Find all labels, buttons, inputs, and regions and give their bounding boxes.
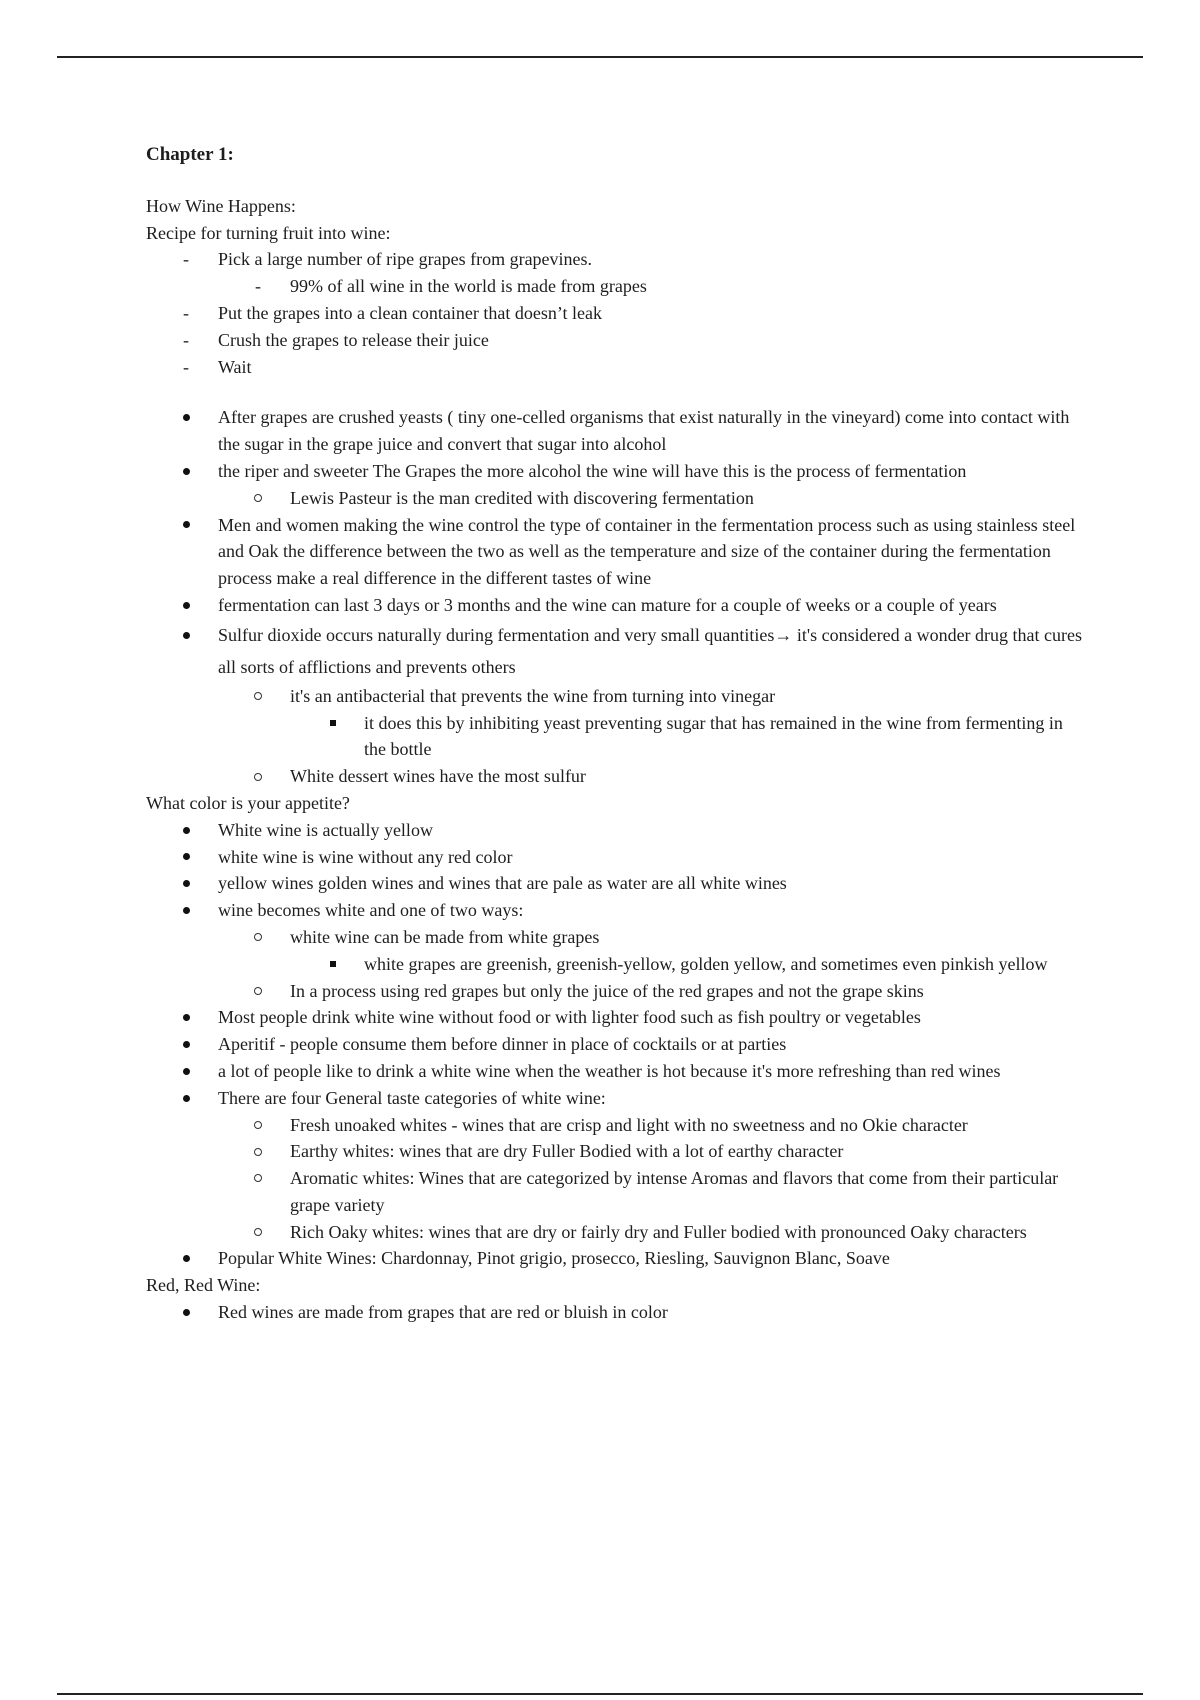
bullet-icon [179,1085,193,1112]
chapter-title: Chapter 1: [146,144,234,165]
list-item-text: Popular White Wines: Chardonnay, Pinot grigio, prosecco, Riesling, Sauvignon Blanc, Soave [218,1248,890,1269]
list-item [146,924,1086,951]
list-item-text: In a process using red grapes but only the juice of the red grapes and not the grape skins [290,980,924,1001]
list-item [146,844,1086,871]
list-item-text: Rich Oaky whites: wines that are dry or fairly dry and Fuller bodied with pronounced Oaky characters [290,1221,1027,1242]
bullet-icon [179,1245,193,1272]
bullet-icon [179,817,193,844]
list-item [146,1165,1086,1219]
list-item-text: Aperitif - people consume them before dinner in place of cocktails or at parties [218,1034,787,1055]
list-item-text: Most people drink white wine without food or with lighter food such as fish poultry or vegetables [218,1007,921,1028]
list-item [146,897,1086,924]
list-item [146,710,1086,764]
spacer [146,380,1086,404]
bullet-icon [179,1299,193,1326]
list-item [146,458,1086,485]
list-item [146,246,1086,273]
document-body [146,142,1086,1326]
section-heading-how-wine-happens: How Wine Happens: [146,195,296,216]
list-item [146,683,1086,710]
list-item [146,619,1086,683]
list-item [146,592,1086,619]
bullet-icon [179,1004,193,1031]
list-item-text: wine becomes white and one of two ways: [218,900,524,921]
list-item-text: There are four General taste categories of white wine: [218,1087,606,1108]
list-item-text: Aromatic whites: Wines that are categorized by intense Aromas and flavors that come from their particular grape variety [290,1168,1059,1215]
list-item-text: white wine can be made from white grapes [290,926,600,947]
dash-marker: - [255,276,261,297]
list-item [146,273,1086,300]
circle-bullet-icon [251,763,265,790]
circle-bullet-icon [251,1165,265,1192]
dash-marker: - [183,249,189,270]
list-item-text: Red wines are made from grapes that are red or bluish in color [218,1302,668,1323]
bullet-icon [179,619,193,651]
bullet-icon [179,870,193,897]
list-item [146,512,1086,592]
list-item [146,354,1086,381]
bullet-icon [179,458,193,485]
list-item [146,1138,1086,1165]
circle-bullet-icon [251,978,265,1005]
list-item-text: Pick a large number of ripe grapes from grapevines. [218,249,593,270]
list-item [146,870,1086,897]
list-item-text: it's an antibacterial that prevents the wine from turning into vinegar [290,685,776,706]
list-item-text: Men and women making the wine control the type of container in the fermentation process such as using stainless steel and Oak the difference between the two as well as the temperature and size of the container during the fermentation process make a real difference in the different tastes of wine [218,514,1076,589]
dash-marker: - [183,329,189,350]
list-item [146,327,1086,354]
bullet-icon [179,512,193,539]
list-item-text: Sulfur dioxide occurs naturally during fermentation and very small quantities→ it's considered a wonder drug that cures all sorts of afflictions and prevents others [218,624,1083,677]
list-item [146,1219,1086,1246]
circle-bullet-icon [251,1219,265,1246]
section-heading-red-wine: Red, Red Wine: [146,1275,261,1296]
list-item [146,763,1086,790]
circle-bullet-icon [251,1112,265,1139]
bullet-icon [179,844,193,871]
list-item [146,1031,1086,1058]
bottom-rule [57,1693,1143,1695]
bullet-icon [179,592,193,619]
list-item [146,485,1086,512]
list-item-text: Crush the grapes to release their juice [218,329,489,350]
dash-marker: - [183,356,189,377]
list-item [146,978,1086,1005]
section-heading-color: What color is your appetite? [146,792,350,813]
circle-bullet-icon [251,485,265,512]
recipe-intro: Recipe for turning fruit into wine: [146,222,391,243]
list-item-text: white wine is wine without any red color [218,846,513,867]
list-item-text: it does this by inhibiting yeast preventing sugar that has remained in the wine from fermenting in the bottle [364,712,1063,760]
list-item-text: a lot of people like to drink a white wine when the weather is hot because it's more refreshing than red wines [218,1060,1001,1081]
top-rule [57,56,1143,58]
list-item-text: Put the grapes into a clean container that doesn’t leak [218,302,603,323]
list-item-text: Earthy whites: wines that are dry Fuller Bodied with a lot of earthy character [290,1141,844,1162]
list-item-text: white grapes are greenish, greenish-yellow, golden yellow, and sometimes even pinkish yellow [364,953,1048,974]
list-item [146,951,1086,978]
list-item [146,1004,1086,1031]
square-bullet-icon [326,710,340,737]
circle-bullet-icon [251,683,265,710]
list-item [146,817,1086,844]
list-item-text: yellow wines golden wines and wines that are pale as water are all white wines [218,873,787,894]
list-item [146,300,1086,327]
list-item [146,1112,1086,1139]
list-item-text: fermentation can last 3 days or 3 months and the wine can mature for a couple of weeks or a couple of years [218,594,997,615]
bullet-icon [179,404,193,431]
list-item-text: Wait [218,356,252,377]
bullet-icon [179,1058,193,1085]
square-bullet-icon [326,951,340,978]
list-item-text: 99% of all wine in the world is made from grapes [290,276,647,297]
circle-bullet-icon [251,1138,265,1165]
bullet-icon [179,1031,193,1058]
list-item [146,1245,1086,1272]
list-item-text: the riper and sweeter The Grapes the more alcohol the wine will have this is the process of fermentation [218,460,967,481]
bullet-icon [179,897,193,924]
list-item [146,1085,1086,1112]
list-item-text: After grapes are crushed yeasts ( tiny one-celled organisms that exist naturally in the vineyard) come into contact with the sugar in the grape juice and convert that sugar into alcohol [218,407,1070,455]
list-item [146,404,1086,458]
list-item-text: Fresh unoaked whites - wines that are crisp and light with no sweetness and no Okie character [290,1114,968,1135]
list-item [146,1299,1086,1326]
circle-bullet-icon [251,924,265,951]
list-item-text: Lewis Pasteur is the man credited with discovering fermentation [290,487,754,508]
list-item-text: White dessert wines have the most sulfur [290,766,586,787]
dash-marker: - [183,302,189,323]
list-item-text: White wine is actually yellow [218,819,433,840]
list-item [146,1058,1086,1085]
